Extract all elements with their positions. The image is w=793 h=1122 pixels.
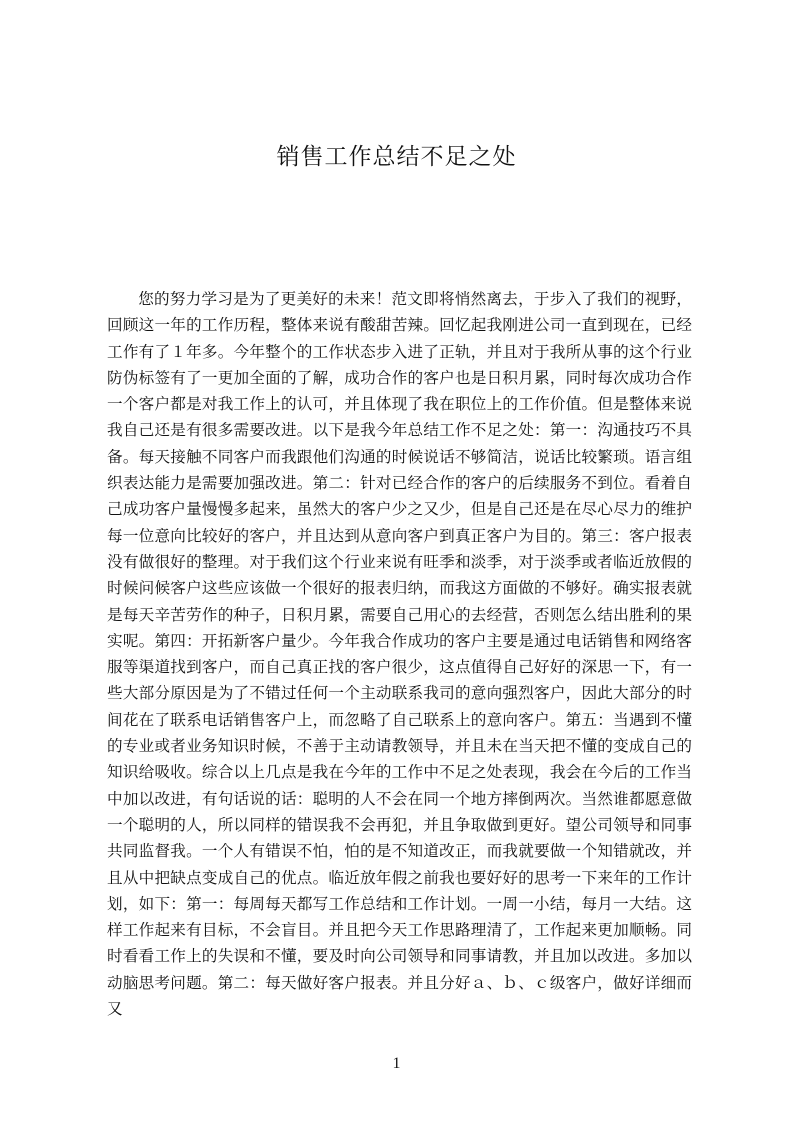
page-number: 1 (392, 1055, 401, 1072)
body-paragraph: 您的努力学习是为了更美好的未来！范文即将悄然离去，于步入了我们的视野，回顾这一年的工作历程，整体来说有酸甜苦辣。回忆起我刚进公司一直到现在，已经工作有了１年多。今年整个的工作状态步入进了正轨，并且对于我所从事的这个行业防伪标签有了一更加全面的了解，成功合作的客户也是日积月累，同时每次成功合作一个客户都是对我工作上的认可，并且体现了我在职位上的工作价值。但是整体来说我自己还是有很多需要改进。以下是我今年总结工作不足之处：第一：沟通技巧不具备。每天接触不同客户而我跟他们沟通的时候说话不够简洁，说话比较繁琐。语言组织表达能力是需要加强改进。第二：针对已经合作的客户的后续服务不到位。看着自己成功客户量慢慢多起来，虽然大的客户少之又少，但是自己还是在尽心尽力的维护每一位意向比较好的客户，并且达到从意向客户到真正客户为目的。第三：客户报表没有做很好的整理。对于我们这个行业来说有旺季和淡季，对于淡季或者临近放假的时候问候客户这些应该做一个很好的报表归纳，而我这方面做的不够好。确实报表就是每天辛苦劳作的种子，日积月累，需要自己用心的去经营，否则怎么结出胜利的果实呢。第四：开拓新客户量少。今年我合作成功的客户主要是通过电话销售和网络客服等渠道找到客户，而自己真正找的客户很少，这点值得自己好好的深思一下，有一些大部分原因是为了不错过任何一个主动联系我司的意向强烈客户，因此大部分的时间花在了联系电话销售客户上，而忽略了自己联系上的意向客户。第五：当遇到不懂的专业或者业务知识时候，不善于主动请教领导，并且未在当天把不懂的变成自己的知识给吸收。综合以上几点是我在今年的工作中不足之处表现，我会在今后的工作当中加以改进，有句话说的话：聪明的人不会在同一个地方摔倒两次。当然谁都愿意做一个聪明的人，所以同样的错误我不会再犯，并且争取做到更好。望公司领导和同事共同监督我。一个人有错误不怕，怕的是不知道改正，而我就要做一个知错就改，并且从中把缺点变成自己的优点。临近放年假之前我也要好好的思考一下来年的工作计划，如下：第一：每周每天都写工作总结和工作计划。一周一小结，每月一大结。这样工作起来有目标，不会盲目。并且把今天工作思路理清了，工作起来更加顺畅。同时看看工作上的失误和不懂，要及时向公司领导和同事请教，并且加以改进。多加以动脑思考问题。第二：每天做好客户报表。并且分好ａ、ｂ、ｃ级客户，做好详细而又 (107, 290, 692, 1019)
document-title: 销售工作总结不足之处 (276, 144, 517, 170)
